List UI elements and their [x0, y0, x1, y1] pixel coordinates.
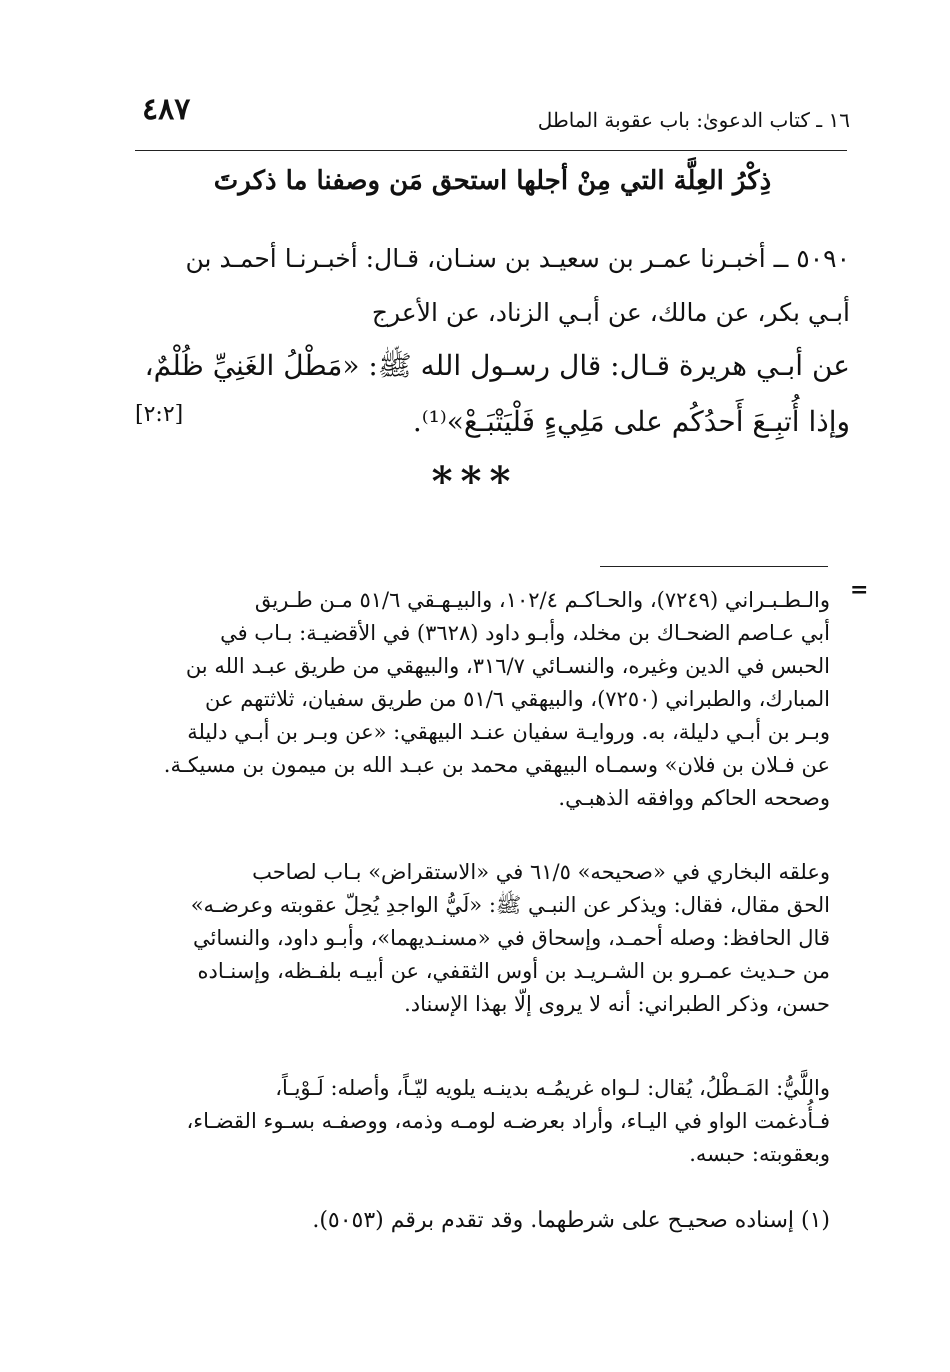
- footnote-line: فـأُدغمت الواو في اليـاء، وأراد بعرضـه لومـه وذمه، ووصفـه بسـوء القضـاء،: [186, 1109, 830, 1133]
- footnote-line: والـطـبـراني (٧٢٤٩)، والحـاكـم ١٠٢/٤، والبيـهـقي ٥١/٦ مـن طـريق: [254, 588, 830, 612]
- footnote-line: أبي عـاصم الضحـاك بن مخلد، وأبـو داود (٣٦٢٨) في الأقضيـة: بـاب في: [220, 621, 830, 645]
- section-separator: ***: [431, 458, 519, 505]
- footnote-line: من حـديث عمـرو بن الشـريـد بن أوس الثقفي، عن أبيـه بلفـظه، وإسنـاده: [197, 959, 830, 983]
- footnote-line: وبـر بن أبـي دليلة، به. وروايـة سفيان عنـد البيهقي: «عن وبـر بن أبـي دليلة: [187, 720, 830, 744]
- hadith-line: وإذا أُتبِـعَ أَحدُكُم على مَلِيءٍ فَلْيَتْبَـعْ»⁽¹⁾.: [412, 405, 850, 438]
- footnote-line: المبارك، والطبراني (٧٢٥٠)، والبيهقي ٥١/٦ من طريق سفيان، ثلاثتهم عن: [205, 687, 830, 711]
- footnote-line: واللَّيُّ: المَـطْلُ، يُقال: لـواه غريمُـه بدينـه يلويه ليّـاً، وأصله: لَـوْيـاً،: [275, 1076, 830, 1100]
- page-number: ٤٨٧: [142, 92, 191, 127]
- header-rule: [135, 150, 847, 151]
- footnote-line: عن فـلان بن فلان» وسمـاه البيهقي محمد بن عبـد الله بن ميمون بن مسيكـة.: [163, 753, 830, 777]
- isnad-line: ٥٠٩٠ ــ أخبـرنا عمـر بن سعيـد بن سنـان، قـال: أخبـرنـا أحمـد بن: [185, 244, 850, 273]
- isnad-paragraph: [135, 232, 850, 340]
- footnote-line: قال الحافظ: وصله أحمـد، وإسحاق في «مسنـديهما»، وأبـو داود، والنسائي: [193, 926, 830, 950]
- footnote-line: الحق مقال، فقال: ويذكر عن النبـي ﷺ: «لَيُّ الواجدِ يُحِلّ عقوبته وعرضـه»: [190, 893, 830, 917]
- running-head: ١٦ ـ كتاب الدعوىٰ: باب عقوبة الماطل: [537, 108, 850, 132]
- footnote-line: وبعقوبته: حبسه.: [689, 1142, 830, 1166]
- footnote-line: حسن، وذكر الطبراني: أنه لا يروى إلّا بهذا الإسناد.: [404, 992, 830, 1016]
- hadith-text: [135, 338, 850, 450]
- footnote-block-3: [130, 1072, 830, 1171]
- footnote-line: وعلقه البخاري في «صحيحه» ٦١/٥ في «الاستقراض» بـاب لصاحب: [252, 860, 830, 884]
- reference-tag: [٢:٢]: [135, 402, 184, 427]
- section-title: ذِكْرُ العِلَّة التي مِنْ أجلها استحق مَن وصفنا ما ذكرتَ: [213, 166, 772, 196]
- footnote-block-1: [130, 584, 830, 815]
- hadith-line: عن أبـي هريرة قـال: قال رسـول الله ﷺ: «مَطْلُ الغَنِيِّ ظُلْمٌ،: [144, 349, 850, 382]
- footnote-continuation-mark: =: [850, 577, 869, 603]
- isnad-line: أبـي بكر، عن مالك، عن أبـي الزناد، عن الأعرج: [371, 298, 850, 327]
- footnote-line: وصححه الحاكم ووافقه الذهبـي.: [558, 786, 830, 810]
- footnote-1: (١) إسناده صحيـح على شرطهما. وقد تقدم برقم (٥٠٥٣).: [312, 1208, 830, 1233]
- footnote-rule: [600, 566, 828, 567]
- footnote-line: الحبس في الدين وغيره، والنسـائي ٣١٦/٧، والبيهقي من طريق عبـد الله بن: [185, 654, 830, 678]
- footnote-block-2: [130, 856, 830, 1021]
